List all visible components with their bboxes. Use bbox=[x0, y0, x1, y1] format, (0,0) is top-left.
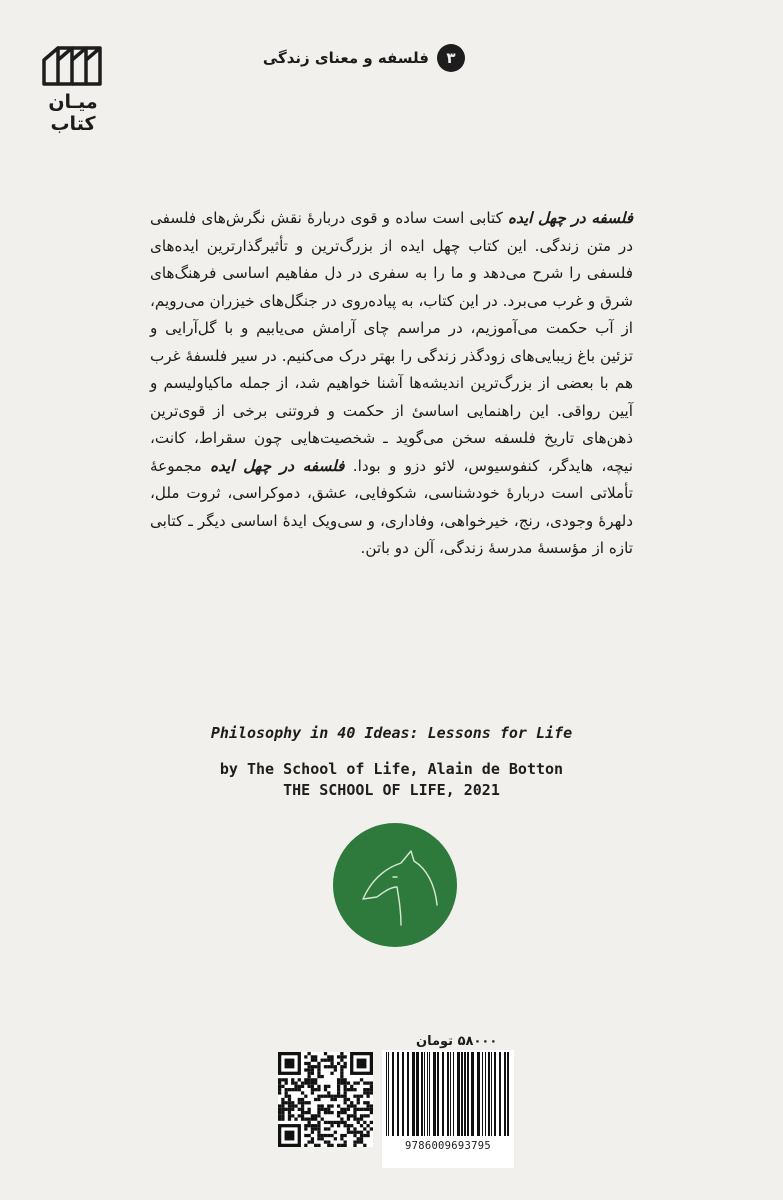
books-icon bbox=[38, 40, 108, 92]
description-part-1: کتابی است ساده و قوی دربارهٔ نقش نگرش‌های فلسفی در متن زندگی. این کتاب چهل ایده از بزرگ‌ترین و تأثیرگذارترین ایده‌های فلسفی را شرح می‌دهد و ما را به سفری در دل مفاهیم اساسی فرهنگ‌های شرق و غرب می‌برد. در این کتاب، به پیاده‌روی در جنگل‌های خیزران می‌رویم، از آب حکمت می‌آموزیم، در مراسم چای آرامش می‌یابیم و با گل‌آرایی و تزئین باغ زیبایی‌های زودگذر زندگی را بهتر درک می‌کنیم. در سیر فلسفهٔ غرب هم با بعضی از بزرگ‌ترین اندیشه‌ها آشنا خواهیم شد، از جمله ماکیاولیسم و آیین رواقی. این راهنمایی اساسیٔ از حکمت و فروتنی برخی از قوی‌ترین ذهن‌های تاریخ فلسفه سخن می‌گوید ـ شخصیت‌هایی چون سقراط، کانت، نیچه، هایدگر، کنفوسیوس، لائو دزو و بودا. bbox=[150, 209, 633, 475]
horse-emblem bbox=[331, 821, 459, 953]
qr-code bbox=[278, 1052, 373, 1147]
publisher-name-line2: کتاب bbox=[50, 113, 96, 135]
publisher-name-line1: میـان bbox=[48, 91, 98, 113]
series-number-badge: ۳ bbox=[437, 44, 465, 72]
series-title: فلسفه و معنای زندگی bbox=[262, 49, 429, 67]
book-description bbox=[150, 205, 633, 563]
book-title-inline: فلسفه در چهل ایده bbox=[508, 209, 633, 227]
publisher-logo bbox=[38, 40, 108, 135]
original-author: by The School of Life, Alain de Botton bbox=[219, 760, 564, 778]
book-title-inline-2: فلسفه در چهل ایده bbox=[210, 456, 345, 475]
price-label: ۵۸۰۰۰ تومان bbox=[416, 1034, 498, 1049]
original-publisher: THE SCHOOL OF LIFE, 2021 bbox=[283, 781, 500, 799]
original-title: Philosophy in 40 Ideas: Lessons for Life bbox=[210, 724, 573, 742]
isbn-number: 9786009693795 bbox=[382, 1140, 514, 1152]
series-header bbox=[263, 44, 465, 72]
description-part-2: مجموعهٔ تأملاتی است دربارهٔ خودشناسی، شکوفایی، عشق، دموکراسی، ثروت ملل، دلهرهٔ وجودی، رنج، خیرخواهی، وفاداری، و سی‌ویک ایدهٔ اساسی دیگر ـ کتابی تازه از مؤسسهٔ مدرسهٔ زندگی، آلن دو باتن. bbox=[150, 456, 633, 557]
horse-head-icon bbox=[331, 821, 459, 949]
